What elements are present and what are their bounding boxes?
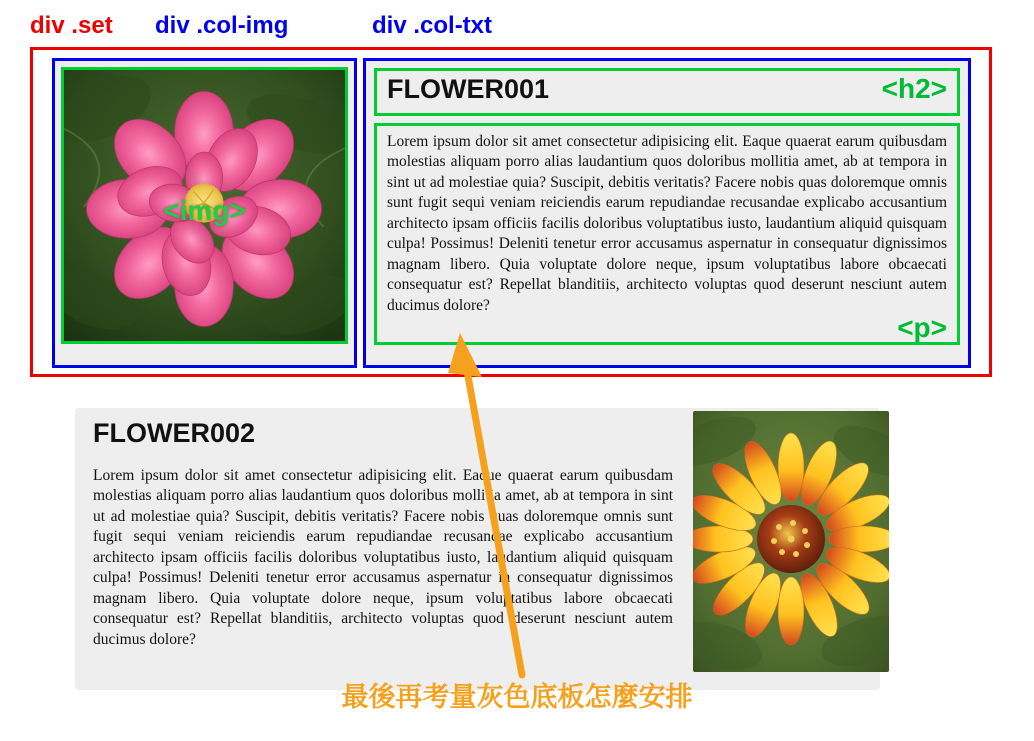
flower001-heading-box <box>374 68 960 116</box>
col-txt-container <box>363 58 971 368</box>
bottom-caption: 最後再考量灰色底板怎麼安排 <box>341 682 693 712</box>
flower002-image <box>693 411 889 672</box>
img-tag-label: <img> <box>163 195 246 226</box>
annotation-col-img-label: div .col-img <box>155 12 289 39</box>
p-tag-label: <p> <box>897 312 947 343</box>
annotation-col-txt-label: div .col-txt <box>372 12 493 39</box>
flower001-image <box>61 67 348 344</box>
col-img-container <box>52 58 357 368</box>
flower002-title: FLOWER002 <box>93 418 256 448</box>
pink-peony-illustration <box>64 70 345 341</box>
flower001-paragraph-box <box>374 123 960 345</box>
flower001-title: FLOWER001 <box>387 74 550 104</box>
flower001-body-text: Lorem ipsum dolor sit amet consectetur adipisicing elit. Eaque quaerat earum quibusdam molestias aliquam porro alias laudantium quos doloribus mollitia amet, ab at tempora in sint ut ad molestiae quia? Suscipit, debitis veritatis? Facere nobis quas doloremque omnis sunt fugit sequi veniam reiciendis earum repudiandae recusandae explicabo accusantium architecto ipsam officiis facilis doloribus voluptatibus iusto, laudantium aliquid quisquam culpa! Possimus! Deleniti tenetur error accusamus aspernatur in consequatur dignissimos magnam libero. Quia voluptate dolore neque, ipsum voluptatibus labore obcaecati consequatur est? Repellat blanditiis, architecto voluptas quod deserunt nesciunt autem ducimus dolore? <box>387 133 947 314</box>
set-container <box>30 47 992 377</box>
annotation-label-row <box>0 12 1034 46</box>
h2-tag-label: <h2> <box>881 73 947 104</box>
annotation-set-label: div .set <box>30 12 113 39</box>
flower002-body-text: Lorem ipsum dolor sit amet consectetur adipisicing elit. Eaque quaerat earum quibusdam molestias aliquam porro alias laudantium quos doloribus mollitia amet, ab at tempora in sint ut ad molestiae quia? Suscipit, debitis veritatis? Facere nobis quas doloremque omnis sunt fugit sequi veniam reiciendis earum repudiandae recusandae explicabo accusantium architecto ipsam officiis facilis doloribus voluptatibus iusto, laudantium aliquid quisquam culpa! Possimus! Deleniti tenetur error accusamus aspernatur in consequatur dignissimos magnam libero. Quia voluptate dolore neque, ipsum voluptatibus labore obcaecati consequatur est? Repellat blanditiis, architecto voluptas quod deserunt nesciunt autem ducimus dolore? <box>93 467 673 648</box>
gaillardia-illustration <box>693 411 889 672</box>
flower002-card <box>75 408 880 690</box>
flower002-text-column <box>93 466 673 650</box>
